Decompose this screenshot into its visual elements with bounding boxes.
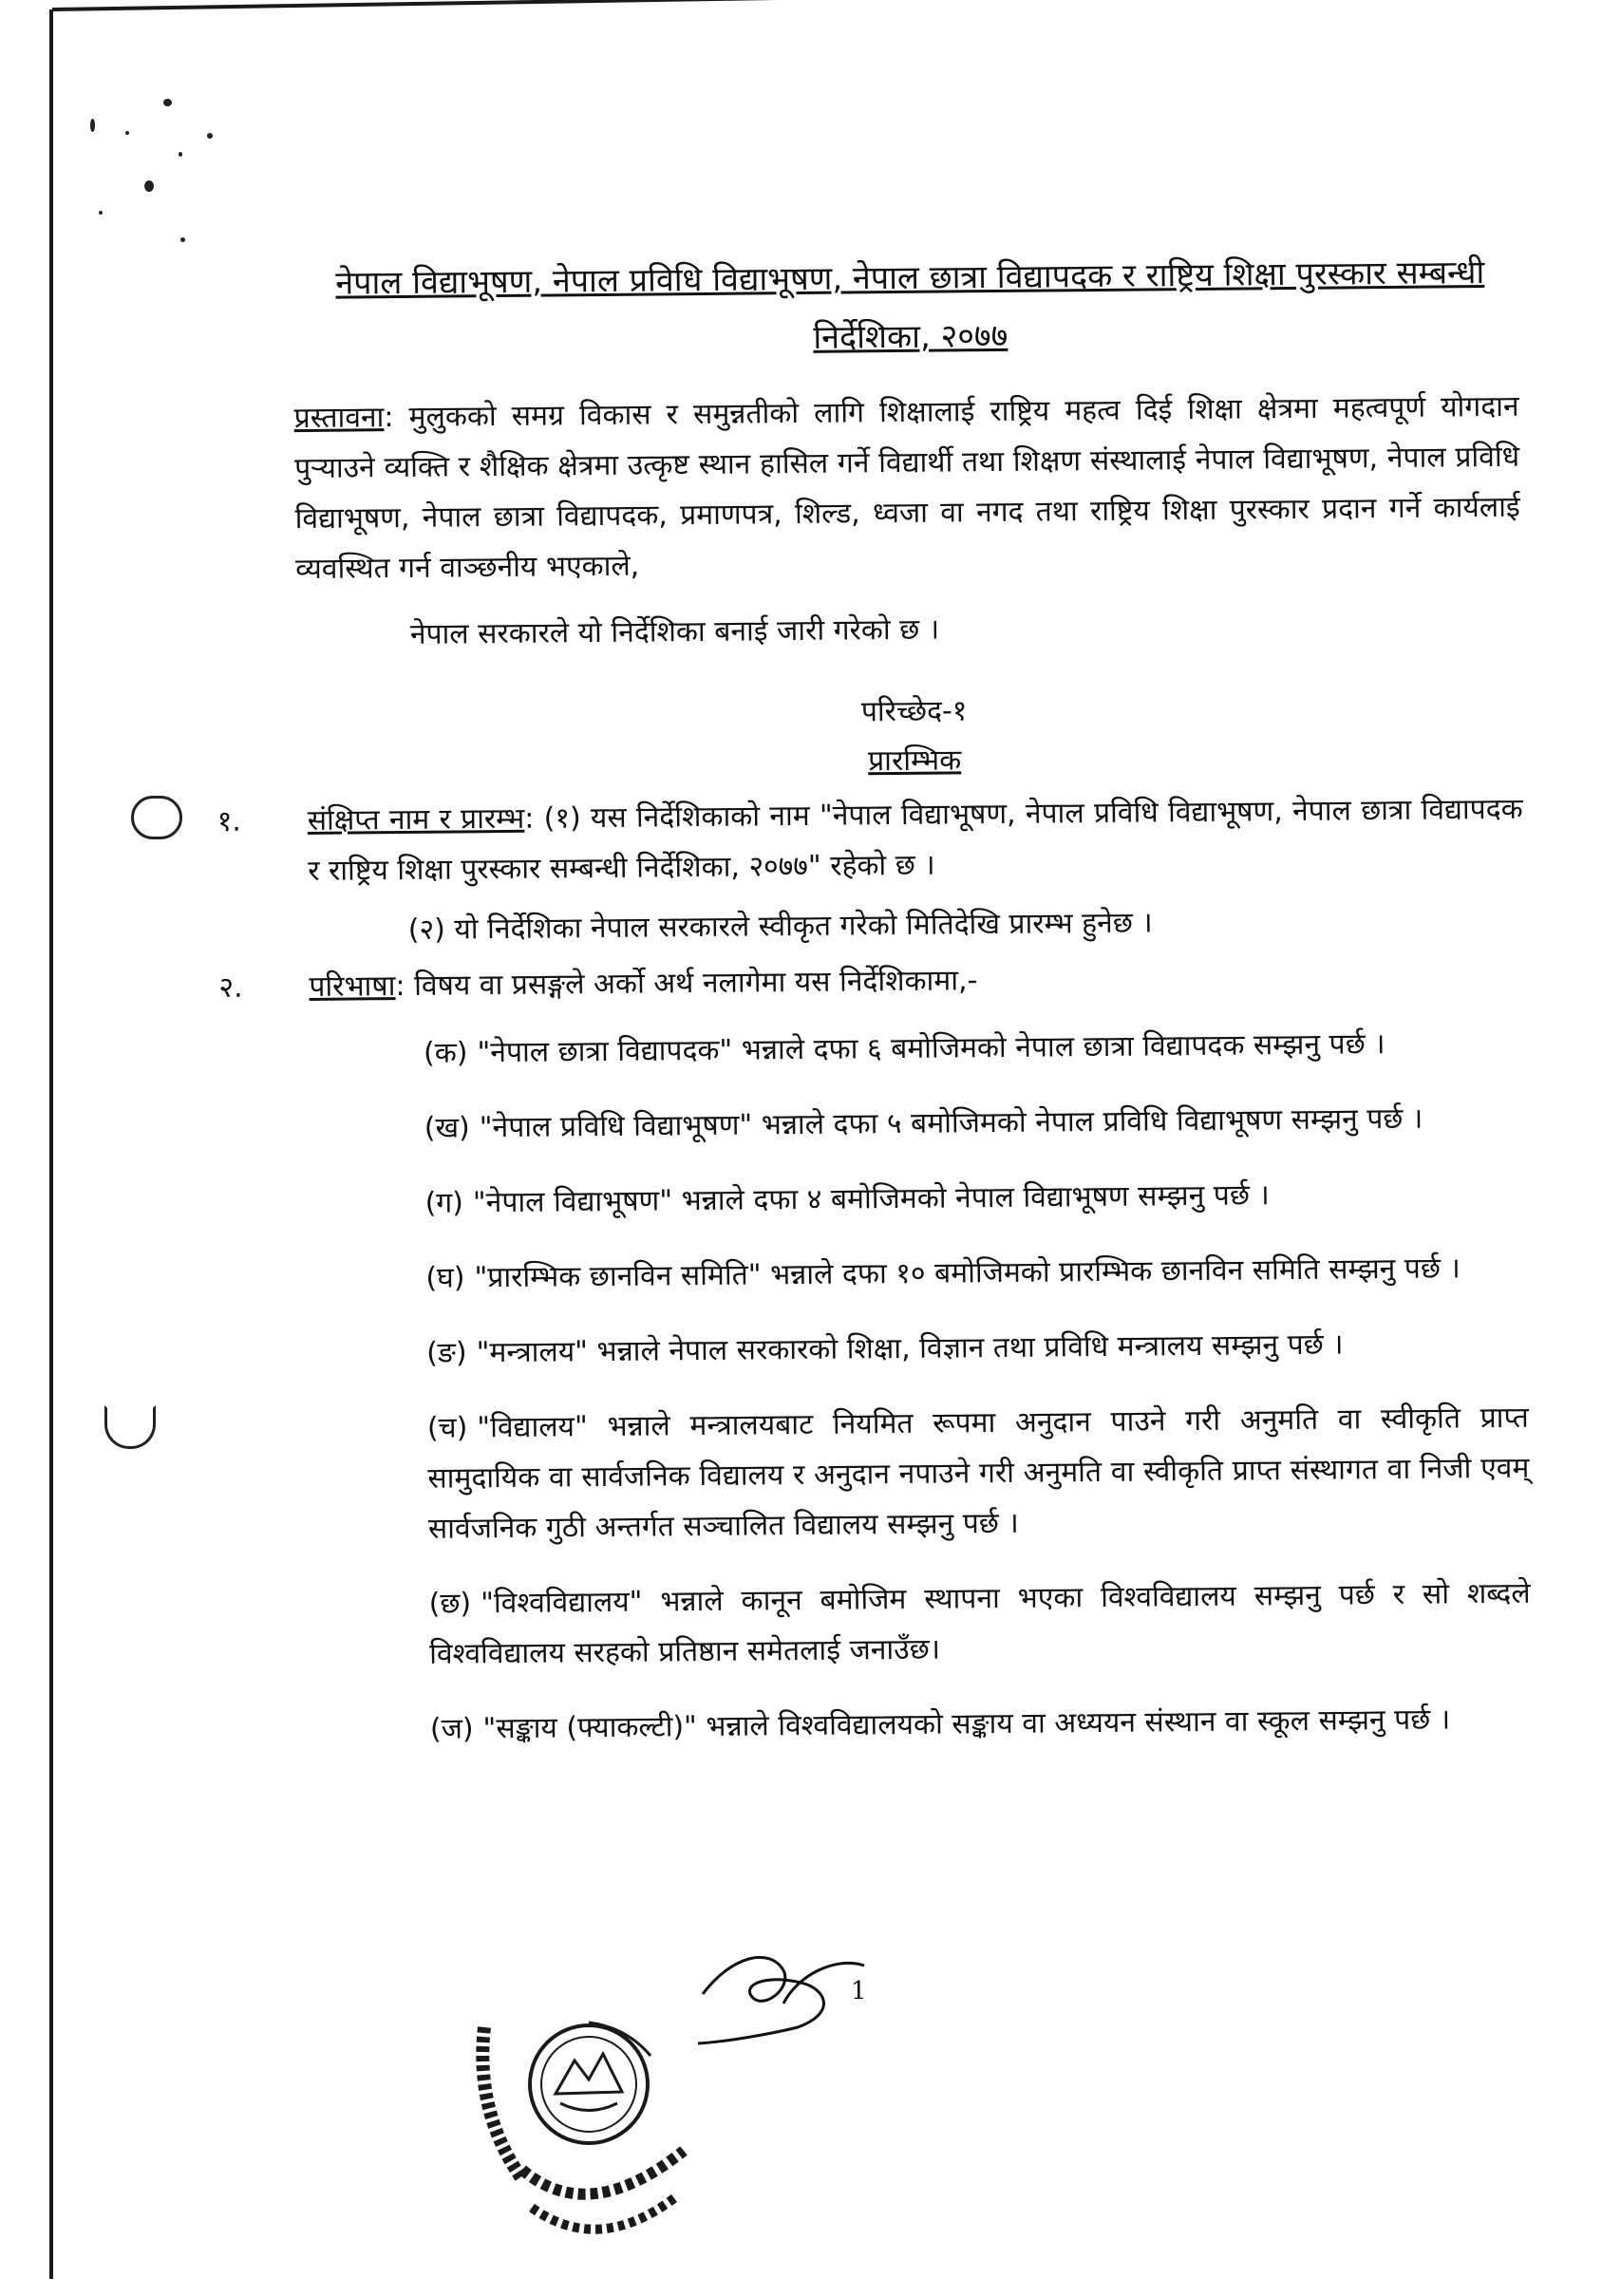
- definition-item: [424, 1018, 1525, 1079]
- document-title: [302, 243, 1518, 372]
- scan-speck: [99, 211, 103, 215]
- definition-item: [424, 1168, 1526, 1229]
- scan-speck: [125, 131, 129, 135]
- title-line-2: निर्देशिका, २०७७: [813, 316, 1008, 357]
- scan-speck: [207, 133, 213, 139]
- section-text: : विषय वा प्रसङ्गले अर्को अर्थ नलागेमा यस निर्देशिकामा,-: [395, 964, 978, 1004]
- page-number: 1: [851, 1977, 867, 2005]
- definition-text: "विद्यालय" भन्नाले मन्त्रालयबाट नियमित रूपमा अनुदान पाउने गरी अनुमति वा स्वीकृति प्राप्त सामुदायिक वा सार्वजनिक विद्यालय र अनुदान नपाउने गरी अनुमति वा स्वीकृति प्राप्त संस्थागत वा निजी एवम् सार्वजनिक गुठी अन्तर्गत सञ्चालित विद्यालय सम्झनु पर्छ ।: [427, 1401, 1530, 1546]
- definition-letter: (क): [423, 1036, 468, 1070]
- scan-speck: [144, 180, 154, 192]
- definition-text: "प्रारम्भिक छानविन समिति" भन्नाले दफा १० बमोजिमको प्रारम्भिक छानविन समिति सम्झनु पर्छ ।: [474, 1252, 1461, 1295]
- signature: [693, 1937, 874, 2051]
- section-body: [307, 784, 1523, 896]
- definition-letter: (ग): [424, 1186, 464, 1220]
- chapter-subtitle: प्रारम्भिक: [867, 743, 962, 779]
- section-number: २.: [218, 970, 243, 1005]
- scan-speck: [163, 99, 172, 106]
- definition-letter: (ज): [429, 1712, 474, 1746]
- definition-text: "नेपाल प्रविधि विद्याभूषण" भन्नाले दफा ५ बमोजिमको नेपाल प्रविधि विद्याभूषण सम्झनु पर्छ ।: [479, 1101, 1423, 1145]
- scan-speck: [90, 119, 95, 132]
- decree-statement: नेपाल सरकारले यो निर्देशिका बनाई जारी गरेको छ ।: [409, 612, 940, 651]
- section-subparagraph: (२) यो निर्देशिका नेपाल सरकारले स्वीकृत गरेको मितिदेखि प्रारम्भ हुनेछ ।: [407, 906, 1153, 947]
- scan-speck: [179, 152, 182, 157]
- definition-text: "सङ्काय (फ्याकल्टी)" भन्नाले विश्वविद्यालयको सङ्काय वा अध्ययन संस्थान वा स्कूल सम्झनु पर्छ ।: [482, 1703, 1451, 1746]
- section-heading: परिभाषा: [309, 969, 396, 1004]
- section-1: [217, 784, 1524, 956]
- scan-edge-left: [49, 9, 53, 2279]
- chapter-title: परिच्छेद-१: [860, 694, 968, 729]
- section-body: [309, 950, 1524, 1012]
- definition-text: "नेपाल छात्रा विद्यापदक" भन्नाले दफा ६ बमोजिमको नेपाल छात्रा विद्यापदक सम्झनु पर्छ ।: [477, 1027, 1385, 1070]
- definition-item: [424, 1093, 1526, 1154]
- section-number: १.: [217, 804, 242, 838]
- definition-letter: (च): [426, 1411, 468, 1445]
- scan-edge-top: [52, 0, 1619, 11]
- scan-speck: [180, 237, 185, 242]
- definition-item: [430, 1694, 1532, 1755]
- definition-text: "मन्त्रालय" भन्नाले नेपाल सरकारको शिक्षा, विज्ञान तथा प्रविधि मन्त्रालय सम्झनु पर्छ ।: [476, 1327, 1344, 1370]
- definition-text: "विश्वविद्यालय" भन्नाले कानून बमोजिम स्थापना भएका विश्वविद्यालय सम्झनु पर्छ र सो शब्दले विश्वविद्यालय सरहको प्रतिष्ठान समेतलाई जनाउँछ।: [428, 1576, 1531, 1671]
- preamble-label: प्रस्तावना: [293, 401, 385, 436]
- section-heading: संक्षिप्त नाम र प्रारम्भ: [307, 801, 525, 837]
- title-line-1: नेपाल विद्याभूषण, नेपाल प्रविधि विद्याभूषण, नेपाल छात्रा विद्यापदक र राष्ट्रिय शिक्षा पुरस्कार सम्बन्धी: [335, 254, 1485, 303]
- preamble: [293, 382, 1520, 594]
- definition-item: [428, 1569, 1531, 1680]
- official-seal: [446, 1970, 731, 2255]
- definition-letter: (छ): [428, 1587, 472, 1621]
- definition-item: [425, 1243, 1527, 1304]
- definition-letter: (ख): [424, 1111, 470, 1145]
- definitions-list: [310, 1018, 1532, 1756]
- section-2: [218, 950, 1524, 1012]
- section-text: : (१) यस निर्देशिकाको नाम "नेपाल विद्याभूषण, नेपाल प्रविधि विद्याभूषण, नेपाल छात्रा विद्यापदक र राष्ट्रिय शिक्षा पुरस्कार सम्बन्धी निर्देशिका, २०७७" रहेको छ ।: [308, 792, 1523, 888]
- definition-item: [426, 1318, 1528, 1379]
- definition-letter: (घ): [425, 1261, 465, 1295]
- preamble-text: : मुलुकको समग्र विकास र समुन्नतीको लागि शिक्षालाई राष्ट्रिय महत्व दिई शिक्षा क्षेत्रमा महत्वपूर्ण योगदान पुऱ्याउने व्यक्ति र शैक्षिक क्षेत्रमा उत्कृष्ट स्थान हासिल गर्ने विद्यार्थी तथा शिक्षण संस्थालाई नेपाल विद्याभूषण, नेपाल प्रविधि विद्याभूषण, नेपाल छात्रा विद्यापदक, प्रमाणपत्र, शिल्ड, ध्वजा वा नगद तथा राष्ट्रिय शिक्षा पुरस्कार प्रदान गर्ने कार्यलाई व्यवस्थित गर्न वाञ्छनीय भएकाले,: [293, 389, 1520, 587]
- definition-item: [427, 1393, 1530, 1554]
- definition-text: "नेपाल विद्याभूषण" भन्नाले दफा ४ बमोजिमको नेपाल विद्याभूषण सम्झनु पर्छ ।: [472, 1178, 1270, 1220]
- definition-letter: (ङ): [425, 1336, 467, 1370]
- punch-hole-lower: [104, 1405, 156, 1449]
- document-body: [217, 243, 1532, 1780]
- punch-hole-upper: [131, 796, 182, 839]
- chapter-heading: [306, 682, 1522, 792]
